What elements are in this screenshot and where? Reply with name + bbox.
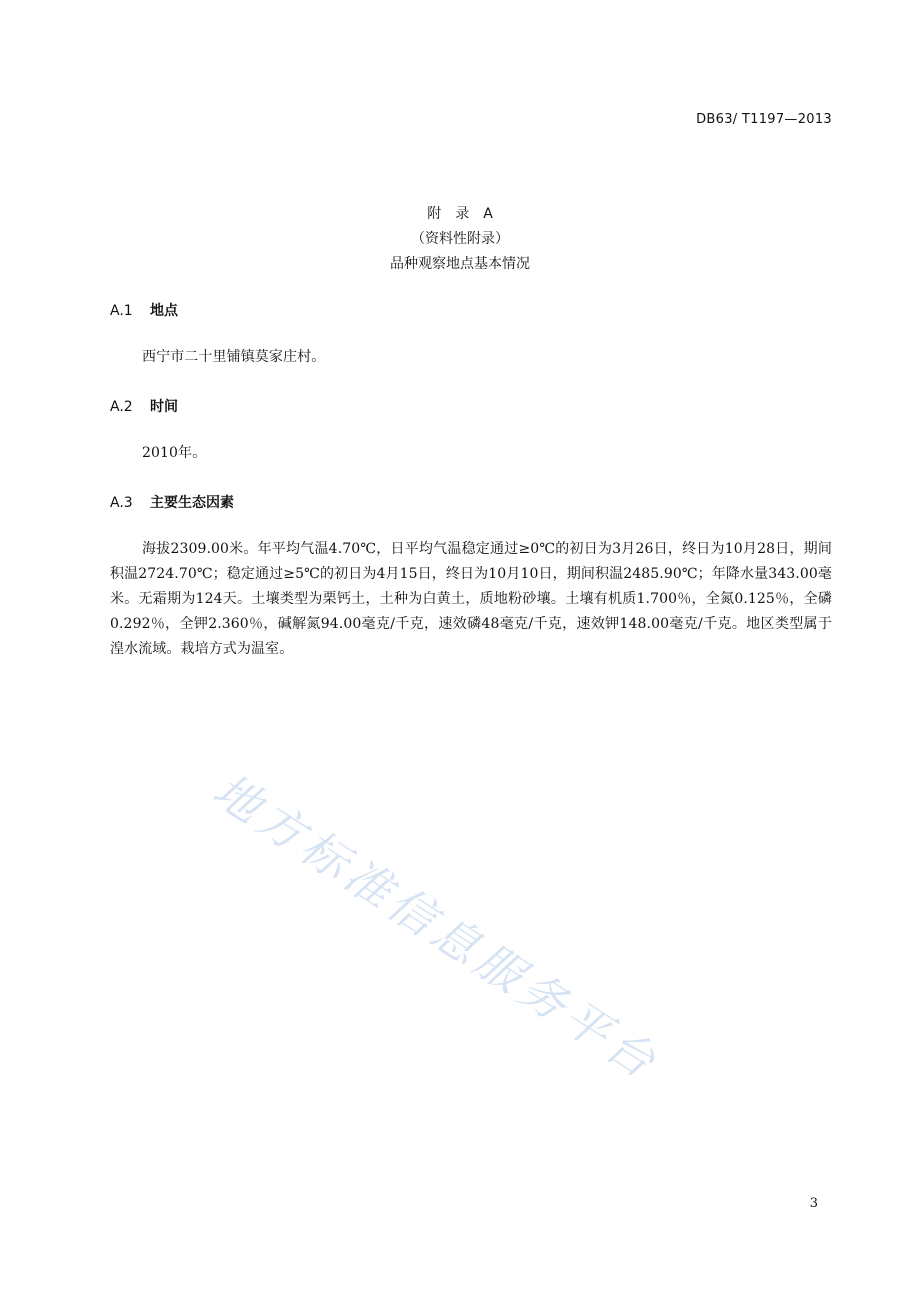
section-heading-a3 [110, 492, 234, 512]
section-title: 地点 [150, 303, 178, 319]
watermark: 地方标准信息服务平台 [203, 762, 670, 1092]
appendix-name: 品种观察地点基本情况 [390, 256, 530, 272]
section-number: A.2 [110, 399, 133, 415]
section-heading-a2 [110, 396, 178, 416]
appendix-subtitle: （资料性附录） [411, 231, 509, 247]
section-number: A.1 [110, 303, 133, 319]
section-number: A.3 [110, 495, 133, 511]
appendix-header [0, 202, 920, 277]
section-heading-a1 [110, 300, 178, 320]
section-body-a2: 2010年。 [142, 445, 207, 461]
section-title: 主要生态因素 [150, 495, 234, 511]
section-body-a3: 海拔2309.00米。年平均气温4.70℃，日平均气温稳定通过≥0℃的初日为3月26日，终日为10月28日，期间积温2724.70℃；稳定通过≥5℃的初日为4月15日，终日为10月10日，期间积温2485.90℃；年降水量343.00毫米。无霜期为124天。土壤类型为栗钙土，土种为白黄土，质地粉砂壤。土壤有机质1.700％，全氮0.125％，全磷0.292％，全钾2.360％，碱解氮94.00毫克/千克，速效磷48毫克/千克，速效钾148.00毫克/千克。地区类型属于湟水流域。栽培方式为温室。 [110, 541, 832, 657]
document-code: DB63/ T1197—2013 [696, 112, 832, 127]
section-body-a1: 西宁市二十里铺镇莫家庄村。 [142, 349, 326, 365]
appendix-title: 附 录 A [427, 206, 493, 222]
page-number: 3 [809, 1196, 818, 1211]
section-title: 时间 [150, 399, 178, 415]
